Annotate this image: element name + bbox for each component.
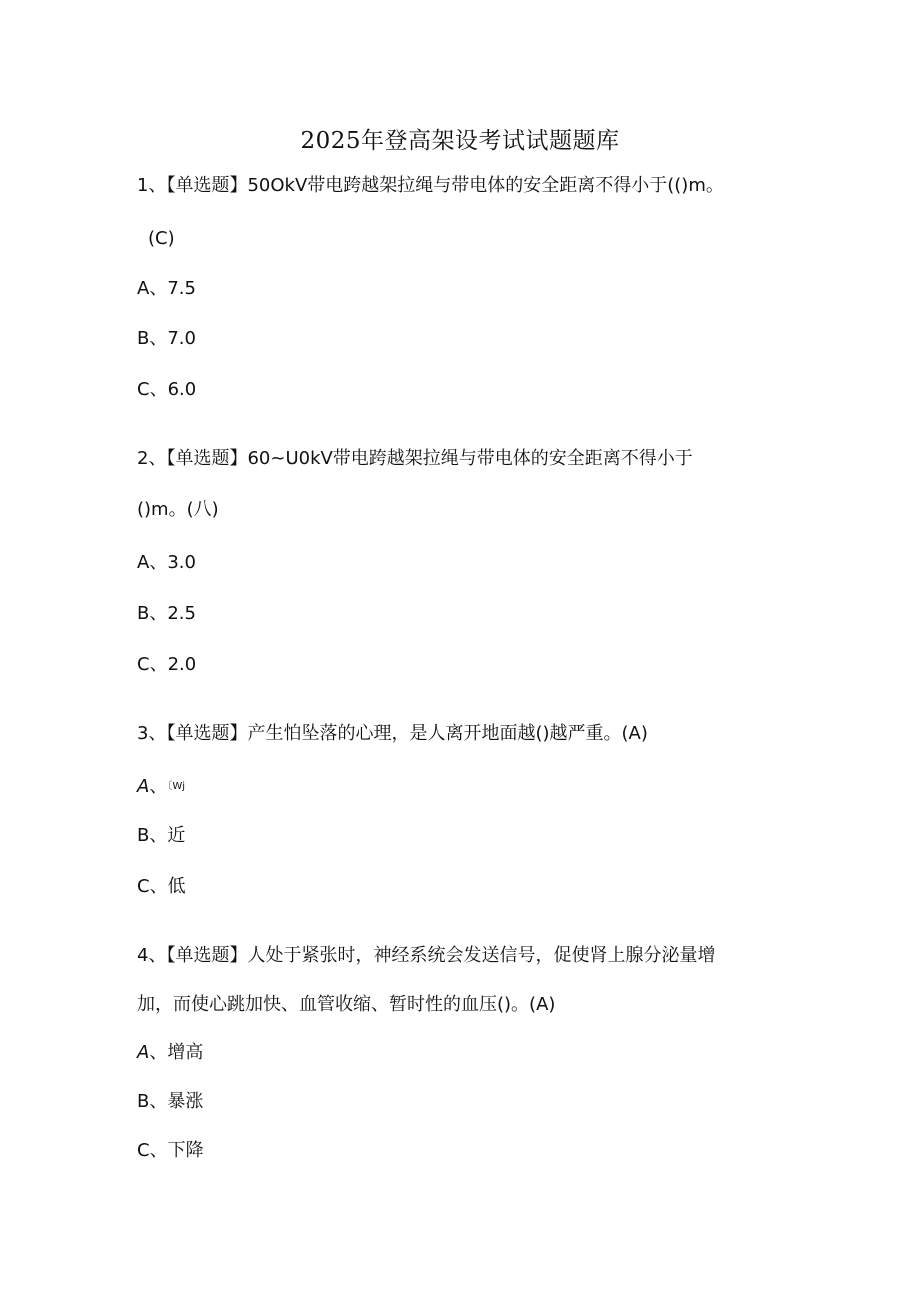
question-2-answer: ()m。(八) — [137, 499, 219, 520]
option-text: 、7.5 — [149, 278, 196, 299]
option-text: 、7.0 — [149, 328, 196, 349]
document-title: 2025年登高架设考试试题题库 — [300, 128, 620, 154]
option-letter: B — [137, 603, 150, 624]
question-2-option-c — [137, 652, 196, 678]
option-letter: B — [137, 1091, 150, 1112]
option-letter: A — [137, 552, 150, 573]
option-text-garbled: 〔Wj — [167, 781, 185, 792]
question-3-option-c — [137, 874, 186, 900]
option-text: 、增高 — [149, 1042, 204, 1063]
option-letter: C — [137, 654, 150, 675]
option-text: 、2.0 — [149, 654, 197, 675]
option-text: 、6.0 — [149, 379, 197, 400]
option-letter: C — [137, 876, 150, 897]
option-letter: C — [137, 379, 150, 400]
option-letter: A — [137, 1042, 150, 1063]
option-letter: C — [137, 1140, 150, 1161]
question-4-option-b — [137, 1089, 203, 1115]
question-1-option-c — [137, 377, 196, 403]
question-1-option-b — [137, 326, 196, 352]
question-2-text: 2、【单选题】60~U0kV带电跨越架拉绳与带电体的安全距离不得小于 — [137, 448, 693, 469]
option-text: 、 — [149, 776, 168, 797]
question-4-option-a — [137, 1040, 203, 1066]
question-3-option-a — [137, 774, 185, 800]
option-text: 、低 — [149, 876, 186, 897]
option-text: 、3.0 — [149, 552, 196, 573]
question-2-option-a — [137, 550, 196, 576]
question-4-text-line-1: 4、【单选题】人处于紧张时，神经系统会发送信号，促使肾上腺分泌量增 — [137, 945, 716, 966]
option-letter: A — [137, 278, 150, 299]
question-4-option-c — [137, 1138, 204, 1164]
question-2-option-b — [137, 601, 196, 627]
option-letter: B — [137, 328, 150, 349]
option-text: 、暴涨 — [149, 1091, 204, 1112]
option-letter: A — [137, 776, 150, 797]
question-1-answer: (C) — [148, 228, 175, 249]
question-1-text: 1、【单选题】50OkV带电跨越架拉绳与带电体的安全距离不得小于(()m。 — [137, 175, 724, 196]
question-3-text: 3、【单选题】产生怕坠落的心理，是人离开地面越()越严重。(A) — [137, 723, 648, 744]
question-1-option-a — [137, 276, 196, 302]
option-text: 、近 — [149, 825, 186, 846]
option-text: 、2.5 — [149, 603, 196, 624]
question-4-text-line-2: 加，而使心跳加快、血管收缩、暂时性的血压()。(A) — [137, 994, 556, 1015]
question-3-option-b — [137, 823, 185, 849]
option-letter: B — [137, 825, 150, 846]
option-text: 、下降 — [149, 1140, 204, 1161]
